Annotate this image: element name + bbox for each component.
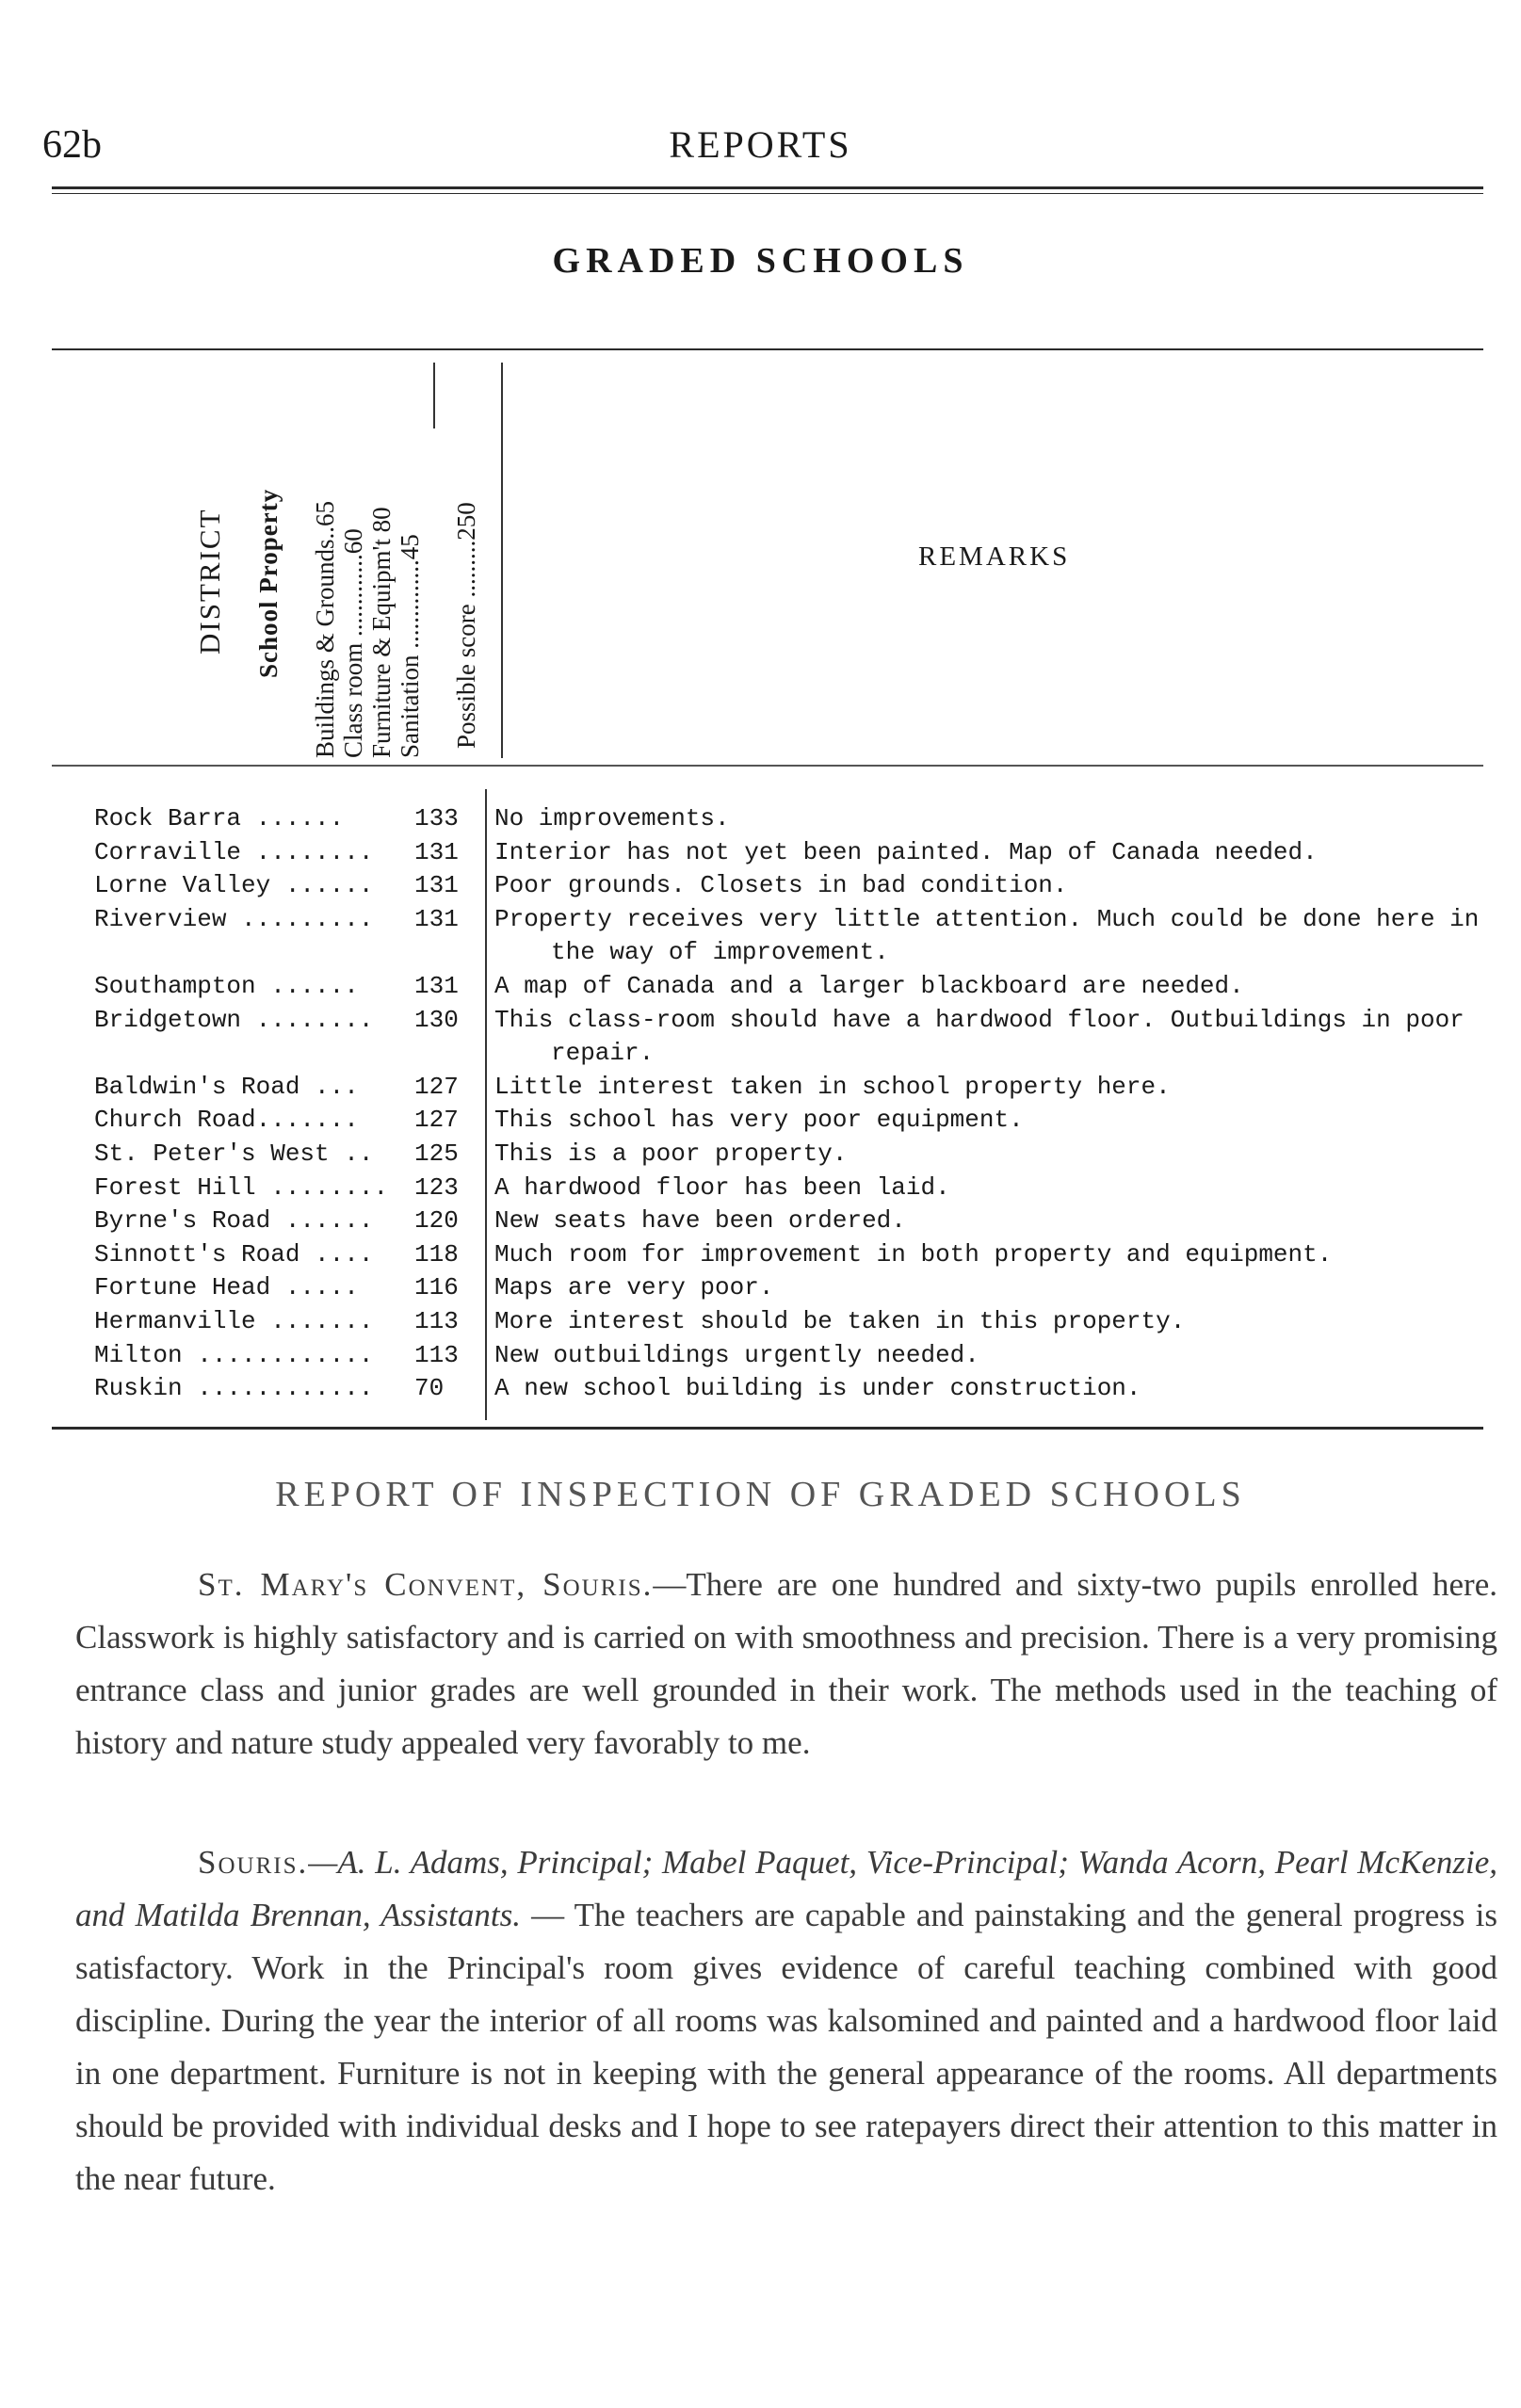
column-separator (433, 363, 435, 428)
section-title: GRADED SCHOOLS (552, 241, 969, 281)
remark: New seats have been ordered. (494, 1206, 906, 1236)
district-name: Riverview ......... (94, 904, 374, 933)
column-buildings: Buildings & Grounds..65 (311, 500, 339, 758)
table-row (94, 970, 1488, 1004)
remark: Much room for improvement in both property and equipment. (494, 1239, 1333, 1269)
report-title: REPORT OF INSPECTION OF GRADED SCHOOLS (275, 1475, 1246, 1514)
district-name: Hermanville ....... (94, 1306, 374, 1335)
staff-list: —A. L. Adams, Principal; Mabel Paquet, Vice-Principal; Wanda Acorn, Pearl McKenzie, and Matilda Brennan, Assistants. (75, 1844, 1497, 1933)
score: 118 (414, 1239, 459, 1269)
table-row (94, 1172, 1488, 1205)
table-row (94, 1305, 1488, 1339)
remark: Maps are very poor. (494, 1273, 774, 1302)
paragraph-souris (75, 1836, 1497, 2206)
district-name: Forest Hill ........ (94, 1172, 389, 1202)
column-possible-score: Possible score .........250 (452, 502, 480, 749)
table-bottom-rule (52, 1427, 1483, 1430)
column-remarks: REMARKS (918, 541, 1071, 572)
district-name: Lorne Valley ...... (94, 871, 374, 900)
score: 133 (414, 804, 459, 832)
score: 127 (414, 1106, 459, 1135)
table-header-rule (52, 765, 1483, 767)
paragraph-body: —There are one hundred and sixty-two pupils enrolled here. Classwork is highly satisfactory and is carried on with smoothness and precision. There is a very promising entrance class and junior grades are well grounded in their work. The methods used in the teaching of history and nature study appealed very favorably to me. (75, 1566, 1498, 1761)
paragraph-body: — The teachers are capable and painstaking and the general progress is satisfactory. Work in the Principal's room gives evidence of careful teaching combined with good discipline. During the year the interior of all rooms was kalsomined and painted and a hardwood floor laid in one department. Furniture is not in keeping with the general appearance of the rooms. All departments should be provided with individual desks and I hope to see ratepayers direct their attention to this matter in the near future. (75, 1897, 1497, 2197)
district-name: Milton ............ (94, 1340, 374, 1369)
paragraph-lead: St. Mary's Convent, Souris. (198, 1566, 654, 1603)
column-school-property: School Property (254, 488, 283, 678)
remark: Interior has not yet been painted. Map of Canada needed. (494, 837, 1318, 866)
district-name: Baldwin's Road ... (94, 1072, 359, 1101)
table-header (0, 344, 1521, 758)
table-row (94, 1071, 1488, 1105)
column-class-room: Class room .............60 (339, 528, 367, 758)
remark: A map of Canada and a larger blackboard are needed. (494, 971, 1244, 1000)
column-district: DISTRICT (193, 508, 226, 655)
district-name: Southampton ...... (94, 971, 359, 1000)
score: 131 (414, 871, 459, 900)
district-name: Corraville ........ (94, 837, 374, 866)
paragraph-lead: Souris. (198, 1844, 309, 1881)
table-row (94, 1004, 1488, 1071)
table-row (94, 1372, 1488, 1406)
score: 70 (414, 1374, 445, 1403)
remark: Property receives very little attention. Much could be done here in the way of improvement. (494, 904, 1480, 967)
remark: More interest should be taken in this property. (494, 1306, 1186, 1335)
remark: This is a poor property. (494, 1139, 848, 1168)
score: 113 (414, 1340, 459, 1369)
table-row (94, 802, 1488, 836)
district-name: St. Peter's West .. (94, 1139, 374, 1168)
table-row (94, 1238, 1488, 1272)
score: 125 (414, 1139, 459, 1168)
paragraph-st-marys-convent (75, 1559, 1497, 1770)
score: 131 (414, 837, 459, 866)
district-name: Bridgetown ........ (94, 1005, 374, 1034)
remark: This class-room should have a hardwood floor. Outbuildings in poor repair. (494, 1005, 1464, 1068)
column-sanitation: Sanitation ..............45 (396, 534, 424, 758)
table-body (94, 802, 1488, 1406)
remark: A new school building is under construction. (494, 1374, 1141, 1403)
column-separator (501, 363, 503, 758)
table-row (94, 1138, 1488, 1172)
remark: New outbuildings urgently needed. (494, 1340, 979, 1369)
column-furniture: Furniture & Equipm't 80 (367, 507, 396, 758)
table-row (94, 1204, 1488, 1238)
table-row (94, 1271, 1488, 1305)
score: 131 (414, 904, 459, 933)
table-row (94, 1104, 1488, 1138)
district-name: Church Road....... (94, 1106, 359, 1135)
remark: This school has very poor equipment. (494, 1106, 1024, 1135)
page-number: 62b (42, 123, 102, 167)
district-name: Byrne's Road ...... (94, 1206, 374, 1236)
district-name: Rock Barra ...... (94, 804, 345, 832)
score: 123 (414, 1172, 459, 1202)
remark: A hardwood floor has been laid. (494, 1172, 950, 1202)
remark: Little interest taken in school property here. (494, 1072, 1171, 1101)
remark: No improvements. (494, 804, 730, 832)
table-row (94, 836, 1488, 870)
score: 127 (414, 1072, 459, 1101)
table-row (94, 869, 1488, 903)
district-name: Ruskin ............ (94, 1374, 374, 1403)
district-name: Sinnott's Road .... (94, 1239, 374, 1269)
score: 130 (414, 1005, 459, 1034)
table-row (94, 903, 1488, 970)
header-rule (52, 186, 1483, 189)
score: 120 (414, 1206, 459, 1236)
score: 116 (414, 1273, 459, 1302)
header-rule-thin (52, 193, 1483, 194)
running-title: REPORTS (669, 123, 852, 166)
table-row (94, 1339, 1488, 1373)
remark: Poor grounds. Closets in bad condition. (494, 871, 1068, 900)
score: 113 (414, 1306, 459, 1335)
score: 131 (414, 971, 459, 1000)
district-name: Fortune Head ..... (94, 1273, 359, 1302)
